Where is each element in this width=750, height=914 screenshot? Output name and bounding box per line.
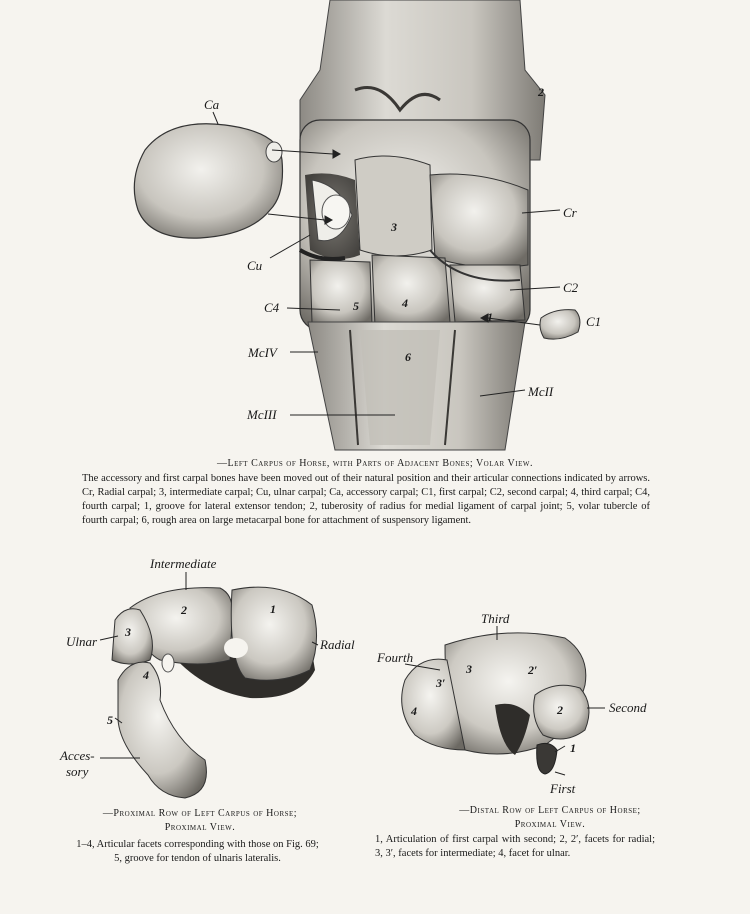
label-intermediate: Intermediate bbox=[150, 556, 217, 571]
number-1-right: 1 bbox=[570, 741, 576, 755]
label-radial: Radial bbox=[320, 637, 355, 652]
caption-body-left-1: 1–4, Articular facets corresponding with those on Fig. 69; bbox=[76, 839, 319, 850]
number-3-right: 3 bbox=[466, 662, 472, 676]
label-fourth: Fourth bbox=[377, 650, 414, 665]
caption-title-top: —Left Carpus of Horse, with Parts of Adjacent Bones; Volar View. bbox=[217, 458, 533, 469]
number-4-left: 4 bbox=[143, 668, 149, 682]
number-3-left: 3 bbox=[125, 625, 131, 639]
label-mciv: McIV bbox=[248, 345, 277, 360]
caption-title-right: —Distal Row of Left Carpus of Horse; bbox=[459, 805, 641, 816]
label-cu: Cu bbox=[247, 258, 263, 273]
number-2-prime-right: 2′ bbox=[528, 663, 538, 677]
number-2-top: 2 bbox=[538, 85, 544, 99]
caption-body-left-2: 5, groove for tendon of ulnaris lateralis. bbox=[114, 853, 281, 864]
number-6-top: 6 bbox=[405, 350, 411, 364]
label-mciii: McIII bbox=[247, 407, 277, 422]
caption-body-top: The accessory and first carpal bones have been moved out of their natural position and their articular connections indicated by arrows. Cr, Radial carpal; 3, intermediate carpal; Cu, ulnar carpal; Ca, accessory carpal; C1, first carpal; C2, second carpal; 4, third carpal; C4, fourth carpal; 1, groove for lateral extensor tendon; 2, tuberosity of radius for medial ligament of carpal joint; 5, volar tubercle of fourth carpal; 6, rough area on large metacarpal bone for attachment of suspensory ligament. bbox=[82, 473, 650, 526]
number-2-right: 2 bbox=[557, 703, 563, 717]
caption-title-left-2: Proximal View. bbox=[164, 822, 236, 833]
label-first: First bbox=[550, 781, 576, 796]
label-c4: C4 bbox=[264, 300, 280, 315]
accessory-carpal bbox=[134, 124, 282, 238]
number-5-left: 5 bbox=[107, 713, 113, 727]
label-c1: C1 bbox=[586, 314, 602, 329]
number-1-left: 1 bbox=[270, 602, 276, 616]
proximal-row-illustration bbox=[0, 560, 375, 810]
number-3-top: 3 bbox=[391, 220, 397, 234]
label-ca: Ca bbox=[204, 97, 220, 112]
number-5-top: 5 bbox=[353, 299, 359, 313]
number-2-left: 2 bbox=[181, 603, 187, 617]
label-accessory-line2: sory bbox=[66, 764, 89, 779]
caption-title-left: —Proximal Row of Left Carpus of Horse; bbox=[102, 808, 298, 819]
number-1-top: 1 bbox=[487, 310, 493, 324]
number-4-right: 4 bbox=[411, 704, 417, 718]
label-third: Third bbox=[481, 611, 510, 626]
label-mcii: McII bbox=[528, 384, 554, 399]
label-cr: Cr bbox=[563, 205, 577, 220]
label-c2: C2 bbox=[563, 280, 579, 295]
number-3-prime-right: 3′ bbox=[436, 676, 446, 690]
label-accessory-line1: Acces- bbox=[60, 748, 95, 763]
label-ulnar: Ulnar bbox=[66, 634, 98, 649]
first-carpal bbox=[540, 310, 580, 339]
caption-body-right: 1, Articulation of first carpal with second; 2, 2′, facets for radial; 3, 3′, facets for intermediate; 4, facet for ulnar. bbox=[375, 834, 655, 859]
label-second: Second bbox=[609, 700, 647, 715]
number-4-top: 4 bbox=[402, 296, 408, 310]
caption-title-right-2: Proximal View. bbox=[514, 819, 586, 830]
